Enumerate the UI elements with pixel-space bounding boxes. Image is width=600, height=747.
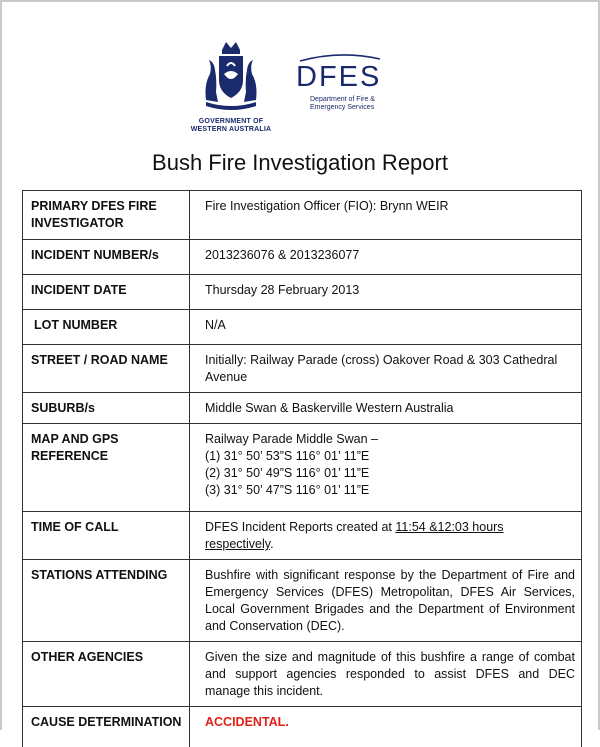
gps-heading: Railway Parade Middle Swan – — [205, 432, 379, 446]
cause-label: CAUSE DETERMINATION — [23, 707, 190, 747]
table-row — [23, 424, 582, 512]
map-gps-label-line-1: MAP AND GPS — [31, 432, 119, 446]
table-row — [23, 275, 582, 310]
government-crest-logo — [190, 40, 272, 134]
cause-determination-value: ACCIDENTAL. — [205, 715, 289, 729]
other-agencies-value: Given the size and magnitude of this bushfire a range of combat and support agencies responded to assist DFES and DEC manage this incident. — [190, 642, 582, 707]
dfes-logo — [296, 52, 392, 112]
table-row — [23, 393, 582, 424]
gps-coordinate-1: (1) 31° 50’ 53”S 116° 01’ 11”E — [205, 449, 370, 463]
lot-number-value: N/A — [190, 310, 582, 345]
incident-number-value: 2013236076 & 2013236077 — [190, 240, 582, 275]
time-of-call-times: 11:54 &12:03 hours respectively — [205, 520, 504, 551]
incident-date-label: INCIDENT DATE — [23, 275, 190, 310]
government-line-2: WESTERN AUSTRALIA — [190, 126, 272, 133]
suburb-value: Middle Swan & Baskerville Western Australia — [190, 393, 582, 424]
dfes-wordmark: DFES — [296, 61, 382, 93]
report-title: Bush Fire Investigation Report — [152, 150, 448, 175]
investigator-label-line-1: PRIMARY DFES FIRE — [31, 199, 157, 213]
map-gps-value — [190, 424, 582, 512]
table-row — [23, 240, 582, 275]
cause-value — [190, 707, 582, 747]
map-gps-label-line-2: REFERENCE — [31, 449, 109, 463]
incident-number-label: INCIDENT NUMBER/s — [23, 240, 190, 275]
time-of-call-prefix: DFES Incident Reports created at — [205, 520, 396, 534]
stations-value: Bushfire with significant response by the Department of Fire and Emergency Services (DFES) Metropolitan, DFES Air Services, Local Government Brigades and the Department of Environment and Conservation (DEC). — [190, 560, 582, 642]
page-border-top — [0, 0, 600, 2]
dfes-sub-line-1: Department of Fire & — [310, 96, 375, 103]
other-agencies-label: OTHER AGENCIES — [23, 642, 190, 707]
lot-number-label: LOT NUMBER — [34, 318, 118, 332]
table-row — [23, 191, 582, 240]
suburb-label: SUBURB/s — [23, 393, 190, 424]
table-row — [23, 345, 582, 393]
street-value: Initially: Railway Parade (cross) Oakover Road & 303 Cathedral Avenue — [190, 345, 582, 393]
dfes-sub-line-2: Emergency Services — [310, 104, 375, 111]
report-table — [22, 190, 582, 747]
time-of-call-value — [190, 512, 582, 560]
table-row — [23, 707, 582, 747]
street-label: STREET / ROAD NAME — [23, 345, 190, 393]
time-of-call-label: TIME OF CALL — [23, 512, 190, 560]
table-row — [23, 642, 582, 707]
lot-number-cell — [23, 310, 190, 345]
table-row — [23, 512, 582, 560]
time-of-call-suffix: . — [270, 537, 274, 551]
investigator-label-line-2: INVESTIGATOR — [31, 216, 124, 230]
gps-coordinate-2: (2) 31° 50’ 49”S 116° 01’ 11”E — [205, 466, 370, 480]
map-gps-label — [23, 424, 190, 512]
page-border-left — [0, 0, 2, 730]
table-row — [23, 560, 582, 642]
crest-icon — [200, 40, 262, 116]
table-row — [23, 310, 582, 345]
gps-coordinate-3: (3) 31° 50’ 47”S 116° 01’ 11”E — [205, 483, 370, 497]
investigator-label — [23, 191, 190, 240]
investigator-value: Fire Investigation Officer (FIO): Brynn WEIR — [190, 191, 582, 240]
government-line-1: GOVERNMENT OF — [198, 118, 264, 125]
incident-date-value: Thursday 28 February 2013 — [190, 275, 582, 310]
stations-label: STATIONS ATTENDING — [23, 560, 190, 642]
